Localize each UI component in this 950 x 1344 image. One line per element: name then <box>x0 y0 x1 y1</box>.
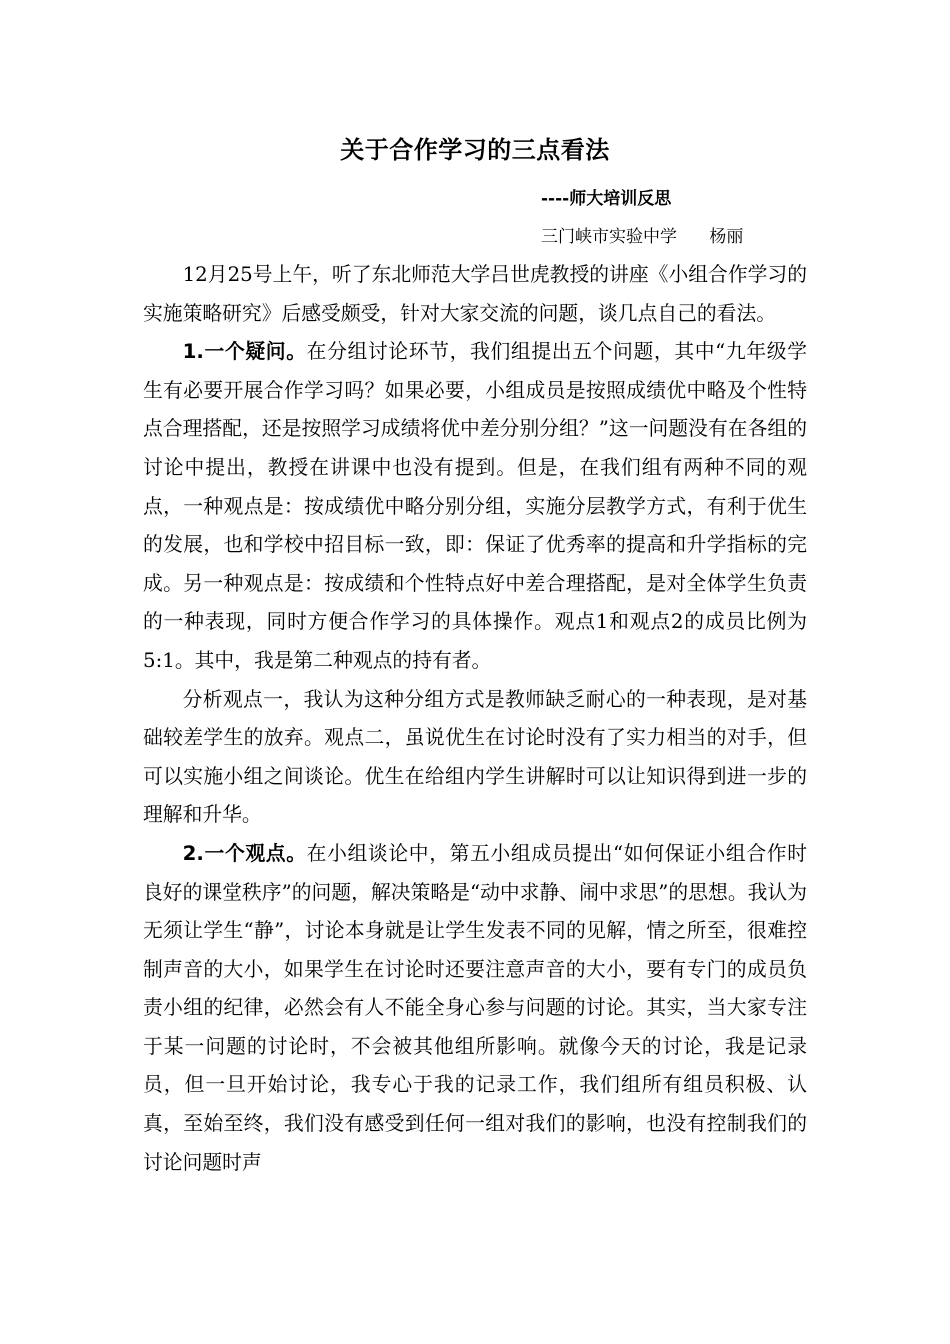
document-subtitle: ----师大培训反思 <box>541 189 672 209</box>
document-body <box>143 256 807 1182</box>
paragraph-text: 在小组谈论中，第五小组成员提出“如何保证小组合作时良好的课堂秩序”的问题，解决策略是“动中求静、闹中求思”的思想。我认为无须让学生“静”，讨论本身就是让学生发表不同的见解，情之所至，很难控制声音的大小，如果学生在讨论时还要注意声音的大小，要有专门的成员负责小组的纪律，必然会有人不能全身心参与问题的讨论。其实，当大家专注于某一问题的讨论时，不会被其他组所影响。就像今天的讨论，我是记录员，但一旦开始讨论，我专心于我的记录工作，我们组所有组员积极、认真，至始至终，我们没有感受到任何一组对我们的影响，也没有控制我们的讨论问题时声 <box>143 841 807 1174</box>
paragraph-viewpoint <box>143 835 807 1182</box>
paragraph-text: 分析观点一，我认为这种分组方式是教师缺乏耐心的一种表现，是对基础较差学生的放弃。观点二，虽说优生在讨论时没有了实力相当的对手，但可以实施小组之间谈论。优生在给组内学生讲解时可以让知识得到进一步的理解和升华。 <box>143 687 807 827</box>
author-line: 三门峡市实验中学 杨丽 <box>541 227 744 247</box>
paragraph-question <box>143 333 807 680</box>
paragraph-intro <box>143 256 807 333</box>
paragraph-text: 12月25号上午，听了东北师范大学吕世虎教授的讲座《小组合作学习的实施策略研究》后感受颇受，针对大家交流的问题，谈几点自己的看法。 <box>143 263 807 325</box>
paragraph-heading: 2.一个观点。 <box>182 841 307 865</box>
paragraph-text: 在分组讨论环节，我们组提出五个问题，其中“九年级学生有必要开展合作学习吗？如果必要，小组成员是按照成绩优中略及个性特点合理搭配，还是按照学习成绩将优中差分别分组？”这一问题没有在各组的讨论中提出，教授在讲课中也没有提到。但是，在我们组有两种不同的观点，一种观点是：按成绩优中略分别分组，实施分层教学方式，有利于优生的发展，也和学校中招目标一致，即：保证了优秀率的提高和升学指标的完成。另一种观点是：按成绩和个性特点好中差合理搭配，是对全体学生负责的一种表现，同时方便合作学习的具体操作。观点1和观点2的成员比例为5:1。其中，我是第二种观点的持有者。 <box>143 340 807 672</box>
paragraph-analysis <box>143 681 807 835</box>
paragraph-heading: 1.一个疑问。 <box>182 340 307 364</box>
document-title: 关于合作学习的三点看法 <box>340 136 610 164</box>
